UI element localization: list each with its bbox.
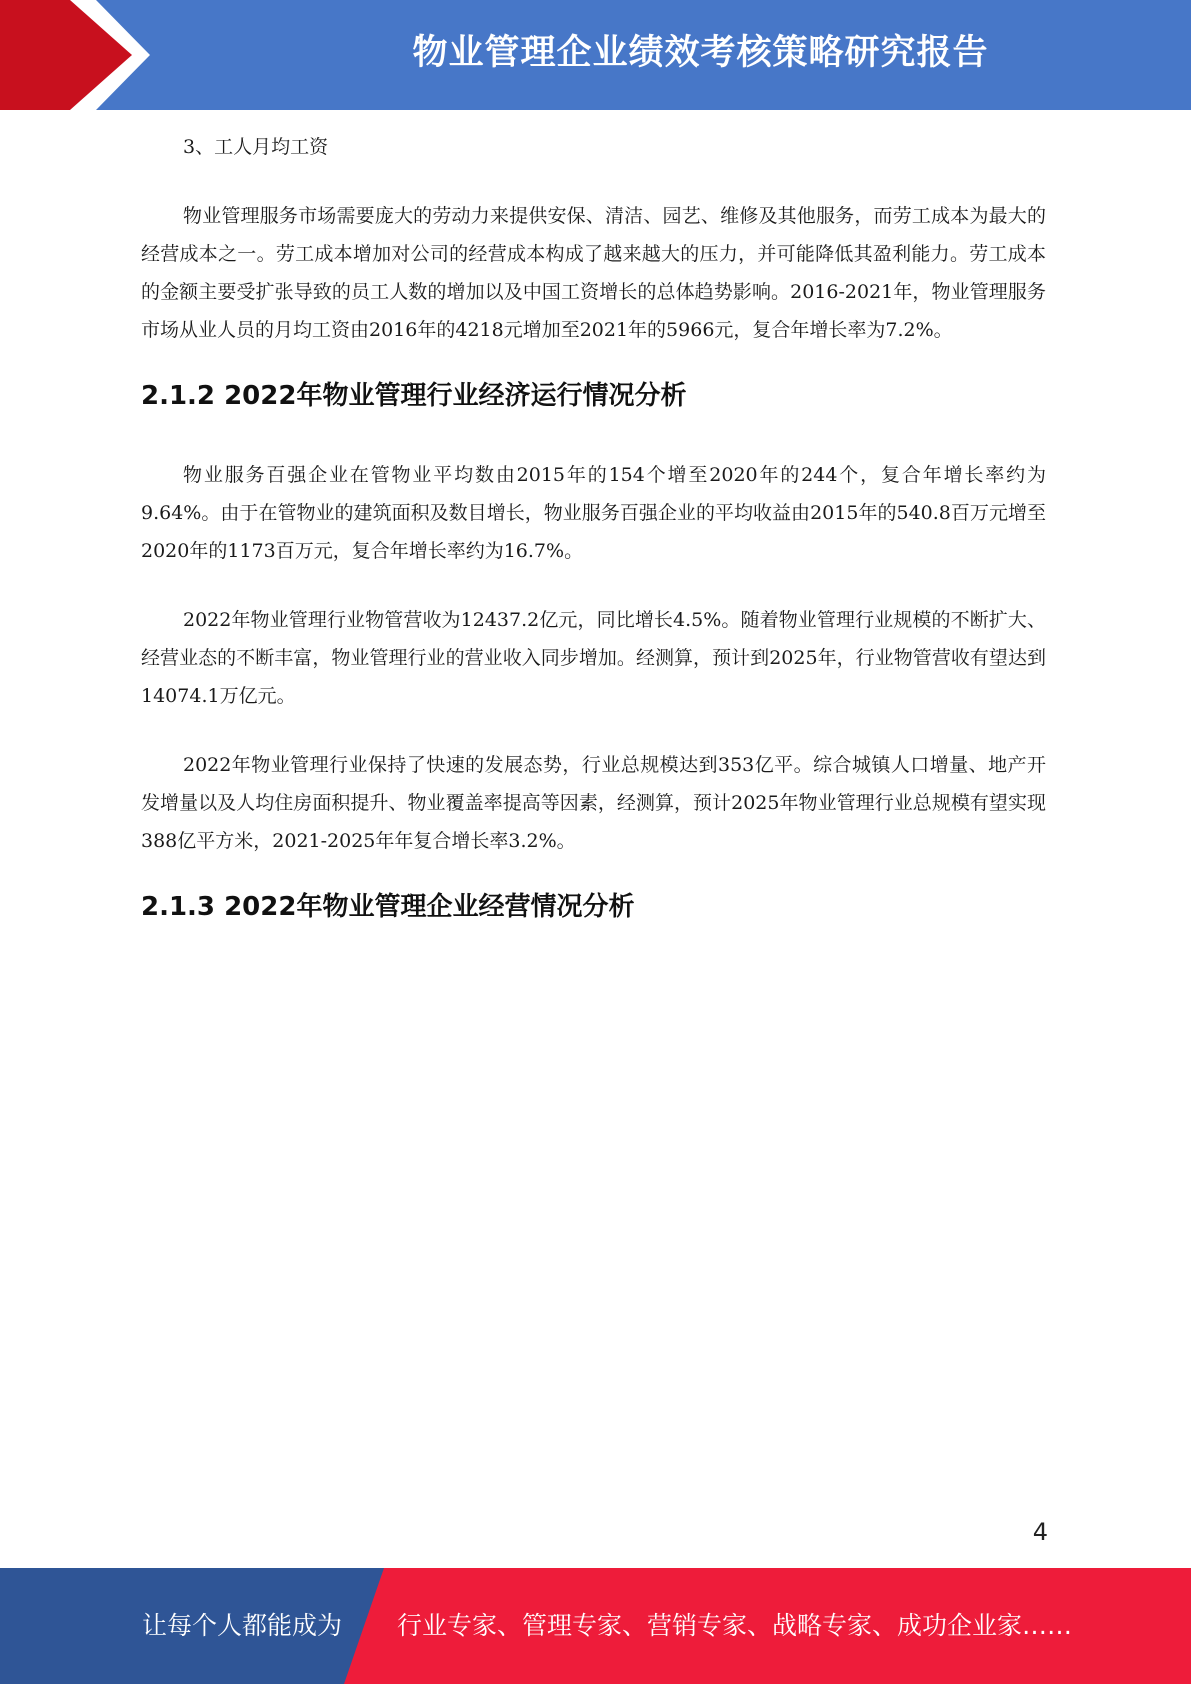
red-chevron-decoration bbox=[0, 0, 160, 110]
section-heading-2-1-3: 2.1.3 2022年物业管理企业经营情况分析 bbox=[141, 892, 635, 922]
page-number: 4 bbox=[1032, 1518, 1048, 1546]
subheading-monthly-wages: 3、工人月均工资 bbox=[183, 136, 329, 158]
footer-slogan-left: 让每个人都能成为 bbox=[142, 1611, 343, 1640]
header-banner bbox=[0, 0, 1191, 110]
footer-slogan-right: 行业专家、管理专家、营销专家、战略专家、成功企业家…… bbox=[397, 1611, 1073, 1640]
paragraph-industry-revenue: 2022年物业管理行业物管营收为12437.2亿元，同比增长4.5%。随着物业管理行业规模的不断扩大、经营业态的不断丰富，物业管理行业的营业收入同步增加。经测算，预计到2025年，行业物管营收有望达到14074.1万亿元。 bbox=[141, 609, 1046, 707]
paragraph-industry-scale: 2022年物业管理行业保持了快速的发展态势，行业总规模达到353亿平。综合城镇人口增量、地产开发增量以及人均住房面积提升、物业覆盖率提高等因素，经测算，预计2025年物业管理行业总规模有望实现388亿平方米，2021-2025年年复合增长率3.2%。 bbox=[141, 754, 1046, 852]
footer-banner bbox=[0, 1568, 1191, 1684]
section-heading-2-1-2: 2.1.2 2022年物业管理行业经济运行情况分析 bbox=[141, 381, 687, 411]
paragraph-top100-enterprises: 物业服务百强企业在管物业平均数由2015年的154个增至2020年的244个，复合年增长率约为9.64%。由于在管物业的建筑面积及数目增长，物业服务百强企业的平均收益由2015年的540.8百万元增至2020年的1173百万元，复合年增长率约为16.7%。 bbox=[141, 464, 1046, 562]
paragraph-labor-cost: 物业管理服务市场需要庞大的劳动力来提供安保、清洁、园艺、维修及其他服务，而劳工成本为最大的经营成本之一。劳工成本增加对公司的经营成本构成了越来越大的压力，并可能降低其盈利能力。劳工成本的金额主要受扩张导致的员工人数的增加以及中国工资增长的总体趋势影响。2016-2021年，物业管理服务市场从业人员的月均工资由2016年的4218元增加至2021年的5966元，复合年增长率为7.2%。 bbox=[141, 205, 1046, 341]
document-body bbox=[141, 128, 1046, 927]
report-title: 物业管理企业绩效考核策略研究报告 bbox=[412, 33, 989, 73]
